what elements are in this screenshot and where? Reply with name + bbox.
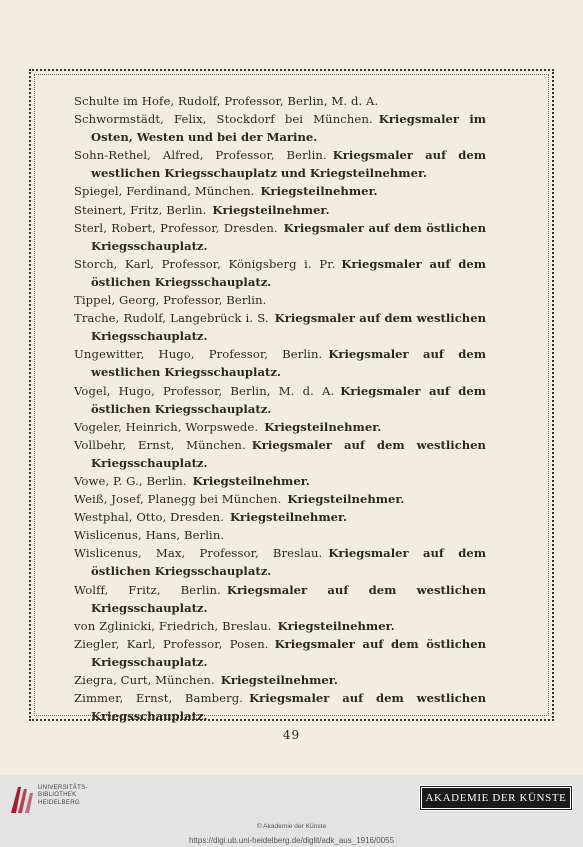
list-item [74, 436, 486, 472]
university-library-name[interactable] [38, 784, 98, 806]
list-item [74, 671, 486, 689]
entry-name: Vogeler, Heinrich, Worpswede. [74, 419, 259, 434]
entry-name: Trache, Rudolf, Langebrück i. S. [74, 311, 269, 326]
entry-name: Vogel, Hugo, Professor, Berlin, M. d. A. [74, 383, 335, 398]
entry-name: von Zglinicki, Friedrich, Breslau. [74, 618, 272, 633]
entry-description: Kriegsmaler auf dem westlichen Kriegsschauplatz. [91, 691, 487, 724]
list-item [74, 472, 486, 490]
library-name-line: HEIDELBERG [38, 798, 80, 806]
list-item [74, 291, 486, 309]
entry-description: Kriegsmaler auf dem westlichen Kriegsschauplatz. [91, 347, 486, 380]
entry-description: Kriegsmaler auf dem östlichen Kriegsschauplatz. [91, 636, 486, 669]
entry-description: Kriegsteilnehmer. [277, 618, 395, 633]
entry-name: Schwormstädt, Felix, Stockdorf bei München. [74, 112, 373, 127]
entry-description: Kriegsteilnehmer. [192, 473, 310, 488]
entry-name: Zimmer, Ernst, Bamberg. [74, 691, 244, 706]
list-item [74, 544, 486, 580]
entry-description: Kriegsmaler auf dem östlichen Kriegsschauplatz. [91, 220, 486, 253]
list-item [74, 255, 486, 291]
list-item [74, 219, 486, 255]
library-name-line: UNIVERSITÄTS- [38, 784, 88, 791]
list-item [74, 689, 486, 725]
entry-name: Sohn-Rethel, Alfred, Professor, Berlin. [74, 148, 327, 163]
entry-name: Ziegra, Curt, München. [74, 673, 215, 687]
entry-description: Kriegsmaler auf dem westlichen Kriegsschauplatz. [91, 311, 486, 344]
entry-description: Kriegsteilnehmer. [220, 673, 338, 687]
entry-description: Kriegsmaler auf dem westlichen Kriegsschauplatz. [91, 582, 486, 615]
entry-name: Storch, Karl, Professor, Königsberg i. Pr. [74, 256, 336, 271]
permalink-url[interactable]: https://digi.ub.uni-heidelberg.de/diglit/adk_aus_1916/0055 [188, 836, 395, 845]
entry-name: Schulte im Hofe, Rudolf, Professor, Berlin, M. d. A. [74, 94, 379, 108]
list-item [74, 309, 486, 345]
entry-name: Steinert, Fritz, Berlin. [74, 202, 207, 217]
list-item [74, 382, 486, 418]
list-item [74, 110, 486, 146]
entry-description: Kriegsmaler im Osten, Westen und bei der Marine. [91, 112, 486, 145]
copyright-notice: © Akademie der Künste [256, 823, 327, 830]
list-item [74, 617, 486, 635]
entry-description: Kriegsteilnehmer. [260, 184, 378, 199]
entry-description: Kriegsmaler auf dem östlichen Kriegsschauplatz. [91, 383, 486, 416]
entry-description: Kriegsteilnehmer. [212, 202, 330, 217]
entry-description: Kriegsmaler auf dem westlichen Kriegsschauplatz. [91, 437, 486, 470]
list-item [74, 201, 486, 219]
entry-name: Spiegel, Ferdinand, München. [74, 184, 255, 199]
entry-description: Kriegsteilnehmer. [264, 419, 382, 434]
entry-name: Ungewitter, Hugo, Professor, Berlin. [74, 347, 323, 362]
entry-description: Kriegsmaler auf dem östlichen Kriegsschauplatz. [91, 256, 486, 289]
entry-name: Ziegler, Karl, Professor, Posen. [74, 636, 269, 651]
entry-description: Kriegsteilnehmer. [229, 510, 348, 525]
list-item [74, 635, 486, 671]
list-item [74, 182, 486, 200]
entry-name: Weiß, Josef, Planegg bei München. [74, 492, 282, 507]
entry-name: Westphal, Otto, Dresden. [74, 510, 224, 525]
list-item [74, 526, 486, 544]
entry-name: Vollbehr, Ernst, München. [74, 437, 246, 452]
page-number: 49 [282, 728, 301, 742]
university-library-logo-icon[interactable] [8, 783, 36, 815]
library-name-line: BIBLIOTHEK [38, 791, 77, 799]
list-item [74, 581, 486, 617]
entry-name: Tippel, Georg, Professor, Berlin. [74, 293, 267, 308]
entry-description: Kriegsmaler auf dem westlichen Kriegsschauplatz und Kriegsteilnehmer. [91, 148, 486, 181]
list-item [74, 146, 486, 182]
list-item [74, 490, 486, 508]
list-item [74, 508, 486, 526]
entry-name: Wislicenus, Hans, Berlin. [74, 528, 225, 543]
artist-list [74, 92, 486, 725]
entry-description: Kriegsteilnehmer. [287, 492, 405, 507]
list-item [74, 418, 486, 436]
entry-name: Vowe, P. G., Berlin. [74, 473, 187, 488]
akademie-label: AKADEMIE DER KÜNSTE [421, 787, 571, 809]
list-item [74, 345, 486, 381]
entry-name: Wolff, Fritz, Berlin. [74, 582, 221, 597]
entry-name: Sterl, Robert, Professor, Dresden. [74, 220, 278, 235]
akademie-logo[interactable] [419, 785, 573, 811]
entry-description: Kriegsmaler auf dem östlichen Kriegsschauplatz. [91, 546, 486, 579]
list-item [74, 92, 486, 110]
entry-name: Wislicenus, Max, Professor, Breslau. [74, 546, 323, 561]
